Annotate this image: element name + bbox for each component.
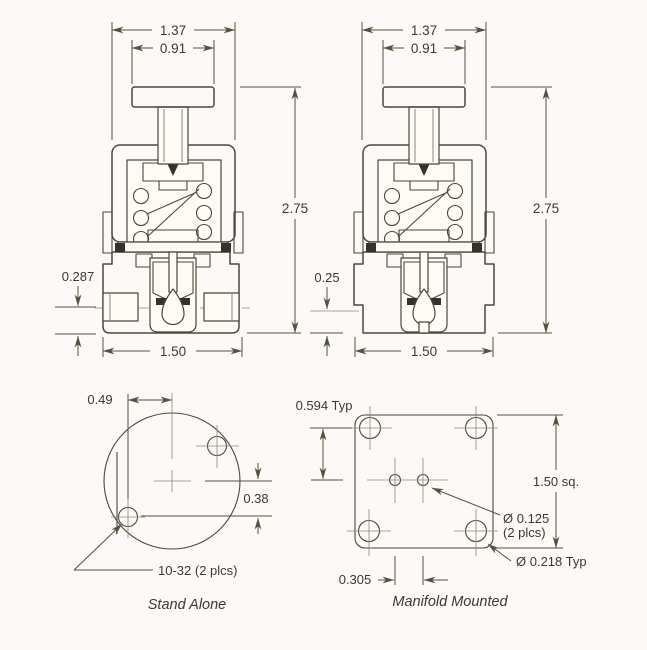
dim-hole-offset-y: 0.38 (243, 491, 269, 506)
locating-pin (419, 322, 429, 333)
outlet-port (204, 293, 239, 321)
dim-right-height: 2.75 (532, 201, 560, 216)
dim-hole-offset-x: 0.49 (87, 392, 113, 407)
inlet-port (103, 293, 138, 321)
manifold-bottom-view (296, 398, 587, 610)
center-mark (154, 470, 191, 492)
thread-note: 10-32 (2 plcs) (158, 563, 238, 578)
left-section-view (55, 22, 308, 359)
dim-plate-size: 1.50 sq. (532, 474, 580, 489)
dim-right-outer-width: 1.37 (410, 23, 438, 38)
dim-corner-offset: 0.594 Typ (295, 398, 353, 413)
manifold-dimensions (296, 398, 587, 587)
right-section-view (310, 22, 559, 359)
dim-port-spacing: 0.305 (338, 572, 372, 587)
dim-left-outer-width: 1.37 (159, 23, 187, 38)
dim-left-base-width: 1.50 (159, 344, 187, 359)
manifold-plate (355, 415, 493, 548)
note-small-hole-dia: Ø 0.125 (503, 511, 550, 526)
dim-right-base-width: 1.50 (410, 344, 438, 359)
poppet-stem (169, 252, 177, 292)
dim-right-boss-height: 0.25 (314, 270, 340, 285)
dim-left-height: 2.75 (281, 201, 309, 216)
dim-left-knob-width: 0.91 (159, 41, 187, 56)
thread-leader (74, 524, 122, 570)
caption-manifold-mounted: Manifold Mounted (392, 594, 508, 610)
dim-right-knob-width: 0.91 (410, 41, 438, 56)
caption-stand-alone: Stand Alone (147, 597, 227, 613)
dim-left-port-height: 0.287 (61, 269, 95, 284)
poppet-stem (420, 252, 428, 292)
small-hole-leader (432, 488, 500, 515)
note-corner-hole-dia: Ø 0.218 Typ (516, 554, 587, 569)
stand-alone-bottom-view (74, 392, 272, 613)
note-small-hole-qty: (2 plcs) (503, 525, 546, 540)
corner-hole-leader (488, 544, 511, 561)
